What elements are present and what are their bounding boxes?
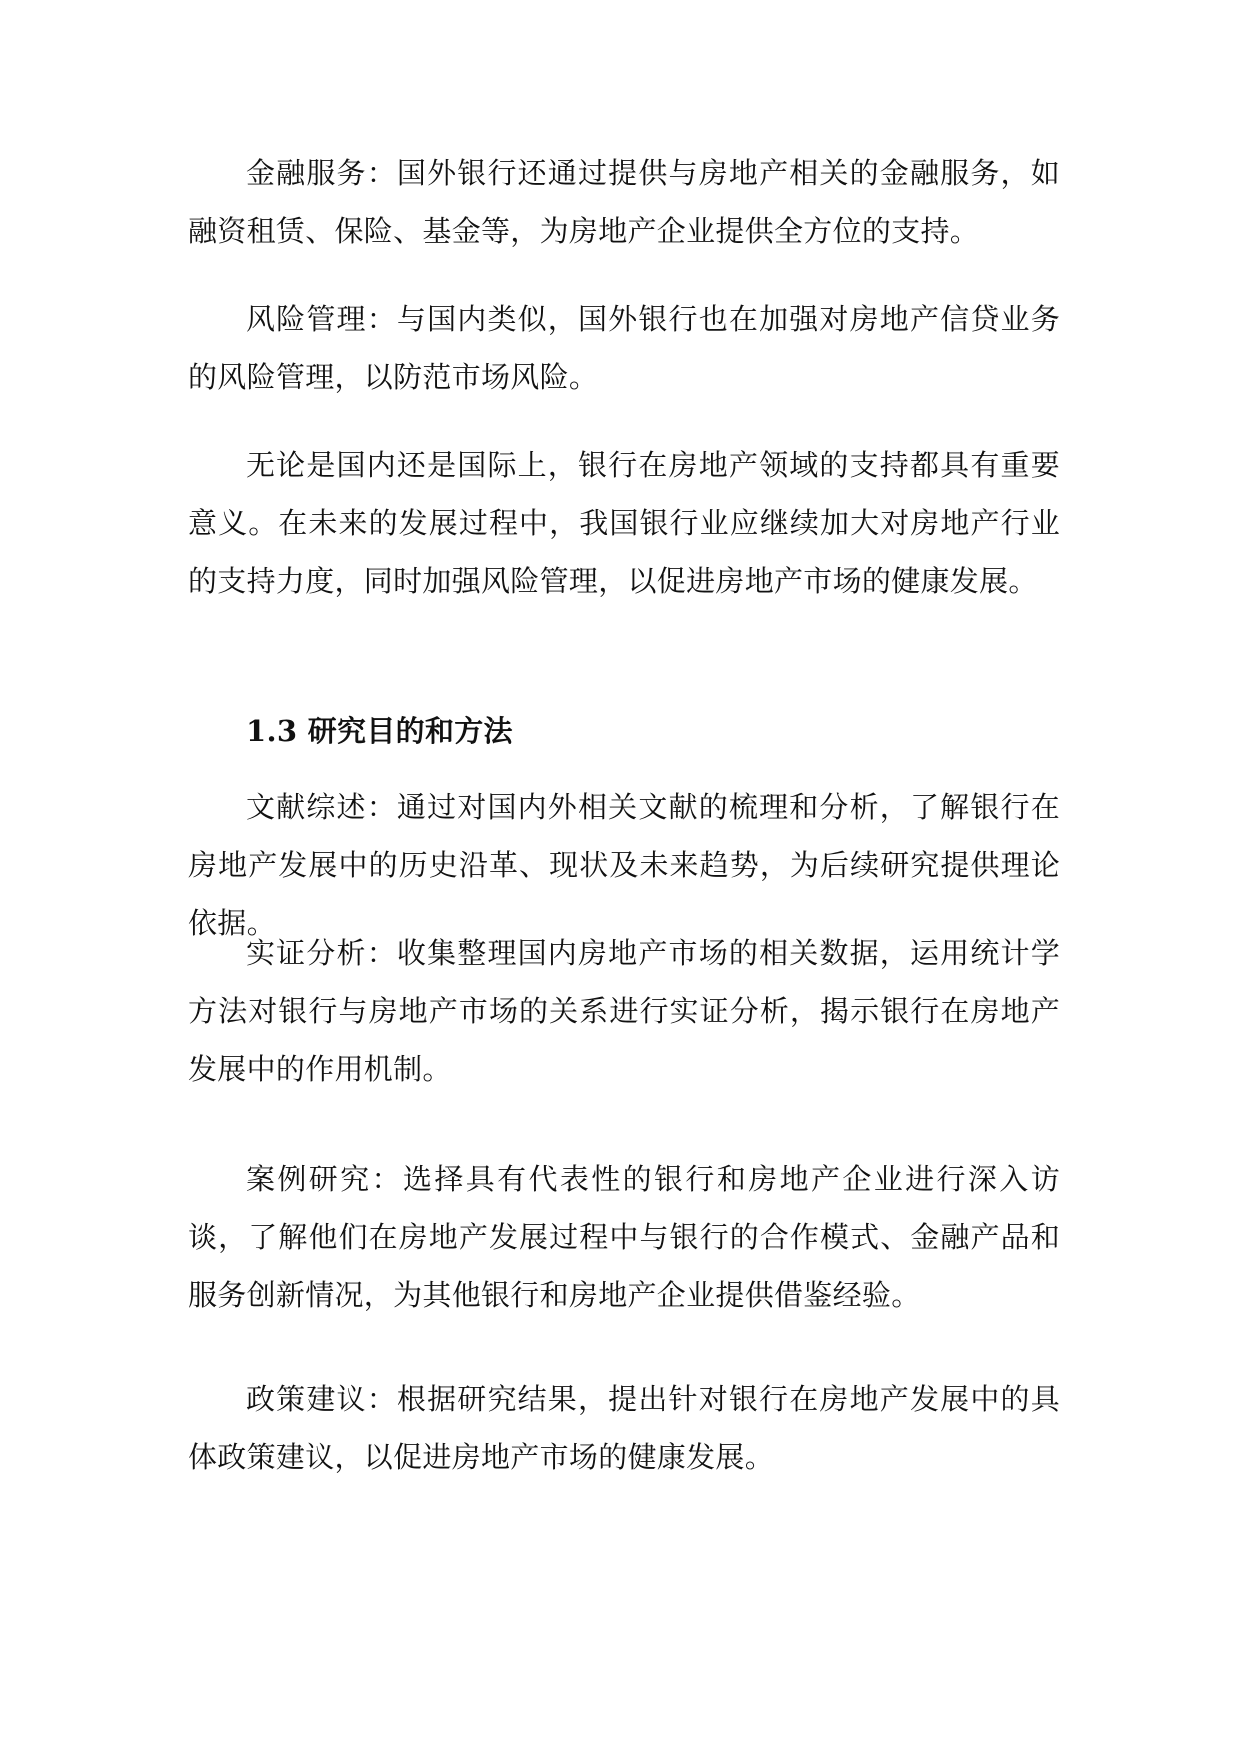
paragraph-literature-review: 文献综述：通过对国内外相关文献的梳理和分析，了解银行在房地产发展中的历史沿革、现状及未来趋势，为后续研究提供理论依据。: [188, 790, 1060, 940]
section-heading: 1.3 研究目的和方法: [246, 714, 513, 748]
paragraph-empirical-analysis: 实证分析：收集整理国内房地产市场的相关数据，运用统计学方法对银行与房地产市场的关系进行实证分析，揭示银行在房地产发展中的作用机制。: [188, 936, 1060, 1086]
paragraph-policy-suggestions: 政策建议：根据研究结果，提出针对银行在房地产发展中的具体政策建议，以促进房地产市场的健康发展。: [188, 1382, 1060, 1474]
paragraph-case-study: 案例研究：选择具有代表性的银行和房地产企业进行深入访谈，了解他们在房地产发展过程中与银行的合作模式、金融产品和服务创新情况，为其他银行和房地产企业提供借鉴经验。: [188, 1162, 1060, 1312]
paragraph-risk-management: 风险管理：与国内类似，国外银行也在加强对房地产信贷业务的风险管理，以防范市场风险。: [188, 302, 1060, 394]
paragraph-conclusion: 无论是国内还是国际上，银行在房地产领域的支持都具有重要意义。在未来的发展过程中，我国银行业应继续加大对房地产行业的支持力度，同时加强风险管理，以促进房地产市场的健康发展。: [188, 448, 1060, 598]
paragraph-financial-services: 金融服务：国外银行还通过提供与房地产相关的金融服务，如融资租赁、保险、基金等，为房地产企业提供全方位的支持。: [188, 156, 1060, 248]
